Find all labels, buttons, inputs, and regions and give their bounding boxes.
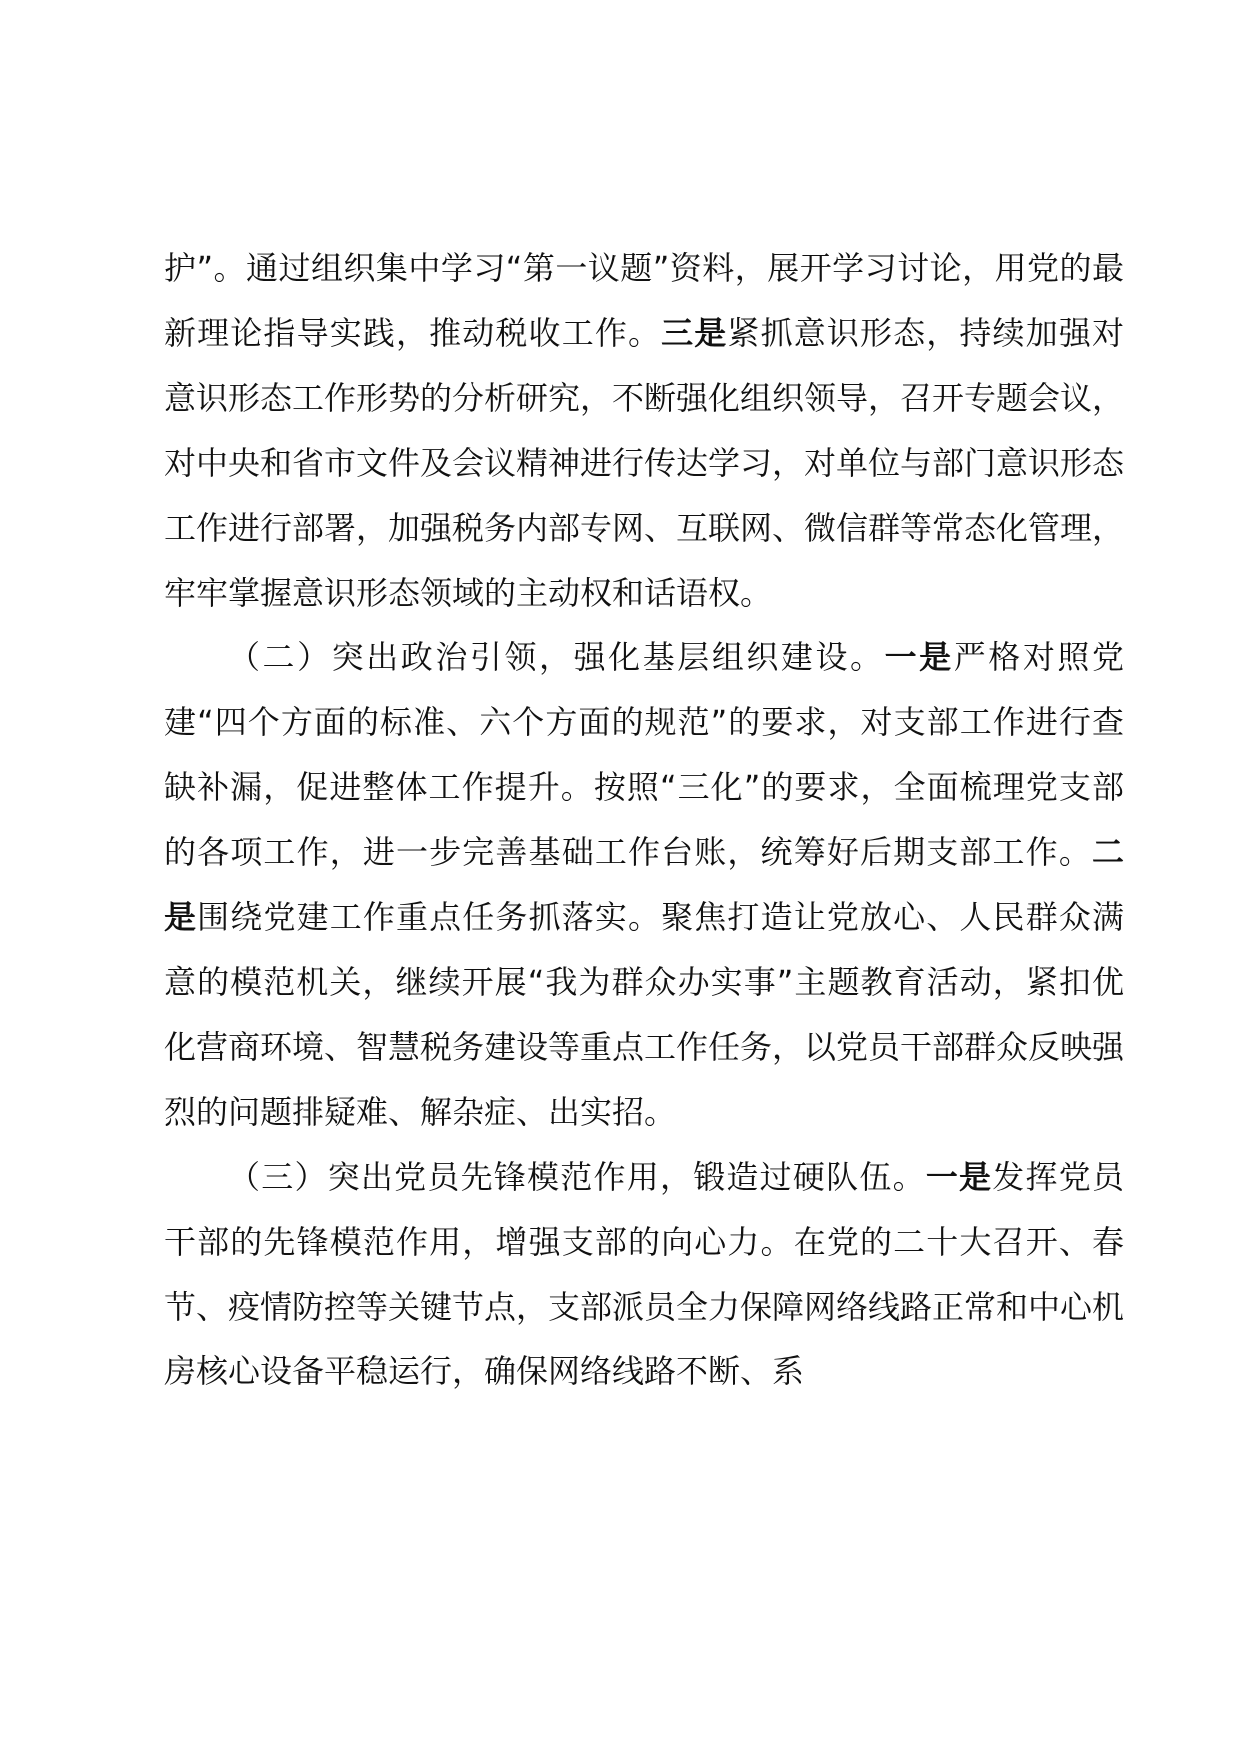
paragraph-text: 护”。通过组织集中学习“第一议题”资料，展开学习讨论，用党的最新理论指导实践，推动税收工作。 [164, 249, 1124, 352]
bold-marker-three: 三是 [661, 313, 728, 352]
paragraph-party-member-role [164, 1145, 1124, 1405]
paragraph-text: 发挥党员干部的先锋模范作用，增强支部的向心力。在党的二十大召开、春节、疫情防控等关键节点，支部派员全力保障网络线路正常和中心机房核心设备平稳运行，确保网络线路不断、系 [164, 1157, 1125, 1391]
bold-marker-one: 一是 [925, 1157, 993, 1196]
bold-marker-one: 一是 [884, 638, 954, 677]
paragraph-political-leadership [164, 625, 1124, 1144]
paragraph-text: 围绕党建工作重点任务抓落实。聚焦打造让党放心、人民群众满意的模范机关，继续开展“我为群众办实事”主题教育活动，紧扣优化营商环境、智慧税务建设等重点工作任务，以党员干部群众反映强烈的问题排疑难、解杂症、出实招。 [164, 898, 1125, 1131]
section-heading-two: （二）突出政治引领，强化基层组织建设。 [228, 638, 885, 677]
section-heading-three: （三）突出党员先锋模范作用，锻造过硬队伍。 [228, 1157, 926, 1196]
paragraph-theory-study [164, 236, 1124, 625]
paragraph-text: 紧抓意识形态，持续加强对意识形态工作形势的分析研究，不断强化组织领导，召开专题会议，对中央和省市文件及会议精神进行传达学习，对单位与部门意识形态工作进行部署，加强税务内部专网、互联网、微信群等常态化管理，牢牢掌握意识形态领域的主动权和话语权。 [164, 313, 1125, 612]
document-body [164, 236, 1124, 1404]
paragraph-text: 严格对照党建“四个方面的标准、六个方面的规范”的要求，对支部工作进行查缺补漏，促进整体工作提升。按照“三化”的要求，全面梳理党支部的各项工作，进一步完善基础工作台账，统筹好后期支部工作。 [164, 638, 1124, 872]
bold-marker-two: 二是 [164, 833, 1124, 937]
